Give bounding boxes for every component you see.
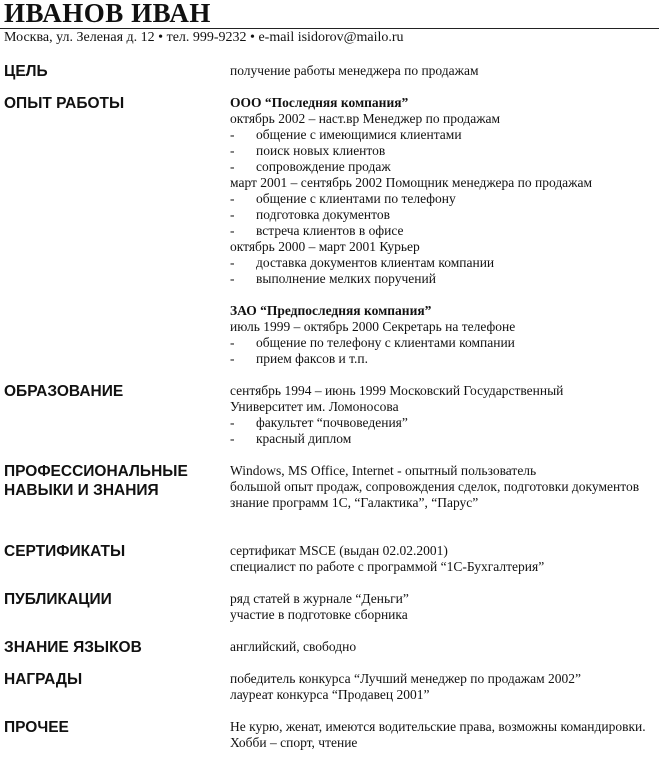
bullet-marker: - (230, 271, 235, 286)
section-content-awards (230, 671, 655, 703)
education-entry: сентябрь 1994 – июнь 1999 Московский Государственный (230, 383, 564, 398)
certificate-entry: сертификат MSCE (выдан 02.02.2001) (230, 543, 448, 558)
skills-entry: Windows, MS Office, Internet - опытный пользователь (230, 463, 537, 478)
section-heading-education: ОБРАЗОВАНИЕ (4, 383, 124, 400)
bullet-marker: - (230, 255, 235, 270)
bullet-marker: - (230, 223, 235, 238)
list-item: - сопровождение продаж (230, 159, 391, 174)
goal-text: получение работы менеджера по продажам (230, 63, 479, 78)
other-entry: Не курю, женат, имеются водительские права, возможны командировки. (230, 719, 646, 734)
list-item: - общение с имеющимися клиентами (230, 127, 462, 142)
resume-name: ИВАНОВ ИВАН (4, 0, 211, 28)
section-content-skills (230, 463, 655, 511)
section-heading-publications: ПУБЛИКАЦИИ (4, 591, 112, 608)
bullet-marker: - (230, 415, 235, 430)
section-heading-goal: ЦЕЛЬ (4, 63, 48, 80)
publication-entry: участие в подготовке сборника (230, 607, 408, 622)
section-heading-languages: ЗНАНИЕ ЯЗЫКОВ (4, 639, 142, 656)
job-entry: октябрь 2002 – наст.вр Менеджер по продажам (230, 111, 501, 126)
publication-entry: ряд статей в журнале “Деньги” (230, 591, 409, 606)
contact-info: Москва, ул. Зеленая д. 12 • тел. 999-9232 • e-mail isidorov@mailo.ru (4, 30, 404, 45)
company-name: ЗАО “Предпоследняя компания” (230, 303, 432, 318)
other-entry: Хобби – спорт, чтение (230, 735, 358, 750)
award-entry: победитель конкурса “Лучший менеджер по продажам 2002” (230, 671, 582, 686)
list-item: - доставка документов клиентам компании (230, 255, 495, 270)
header-divider (0, 28, 659, 29)
list-item: - выполнение мелких поручений (230, 271, 436, 286)
section-heading-experience: ОПЫТ РАБОТЫ (4, 95, 125, 112)
section-content-experience (230, 95, 655, 367)
section-content-education (230, 383, 655, 447)
list-item: - прием факсов и т.п. (230, 351, 369, 366)
section-heading-skills: ПРОФЕССИОНАЛЬНЫЕ НАВЫКИ И ЗНАНИЯ (4, 463, 188, 499)
section-content-publications (230, 591, 655, 623)
language-entry: английский, свободно (230, 639, 357, 654)
bullet-marker: - (230, 207, 235, 222)
section-content-certificates (230, 543, 655, 575)
bullet-marker: - (230, 335, 235, 350)
job-entry: октябрь 2000 – март 2001 Курьер (230, 239, 420, 254)
section-heading-other: ПРОЧЕЕ (4, 719, 69, 736)
bullet-marker: - (230, 191, 235, 206)
list-item: - общение с клиентами по телефону (230, 191, 456, 206)
company-name: ООО “Последняя компания” (230, 95, 409, 110)
section-heading-certificates: СЕРТИФИКАТЫ (4, 543, 126, 560)
skills-entry: большой опыт продаж, сопровождения сделок, подготовки документов (230, 479, 640, 494)
award-entry: лауреат конкурса “Продавец 2001” (230, 687, 430, 702)
list-item: - поиск новых клиентов (230, 143, 386, 158)
bullet-marker: - (230, 431, 235, 446)
section-content-other (230, 719, 655, 751)
job-entry: март 2001 – сентябрь 2002 Помощник менеджера по продажам (230, 175, 593, 190)
list-item: - встреча клиентов в офисе (230, 223, 404, 238)
bullet-marker: - (230, 127, 235, 142)
bullet-marker: - (230, 159, 235, 174)
section-content-languages (230, 639, 655, 655)
skills-entry: знание программ 1С, “Галактика”, “Парус” (230, 495, 479, 510)
certificate-entry: специалист по работе с программой “1С-Бухгалтерия” (230, 559, 545, 574)
bullet-marker: - (230, 143, 235, 158)
section-heading-awards: НАГРАДЫ (4, 671, 83, 688)
education-entry: Университет им. Ломоносова (230, 399, 399, 414)
job-entry: июль 1999 – октябрь 2000 Секретарь на телефоне (230, 319, 516, 334)
list-item: - красный диплом (230, 431, 352, 446)
list-item: - общение по телефону с клиентами компании (230, 335, 515, 350)
section-content-goal (230, 63, 655, 79)
list-item: - подготовка документов (230, 207, 390, 222)
list-item: - факультет “почвоведения” (230, 415, 408, 430)
bullet-marker: - (230, 351, 235, 366)
